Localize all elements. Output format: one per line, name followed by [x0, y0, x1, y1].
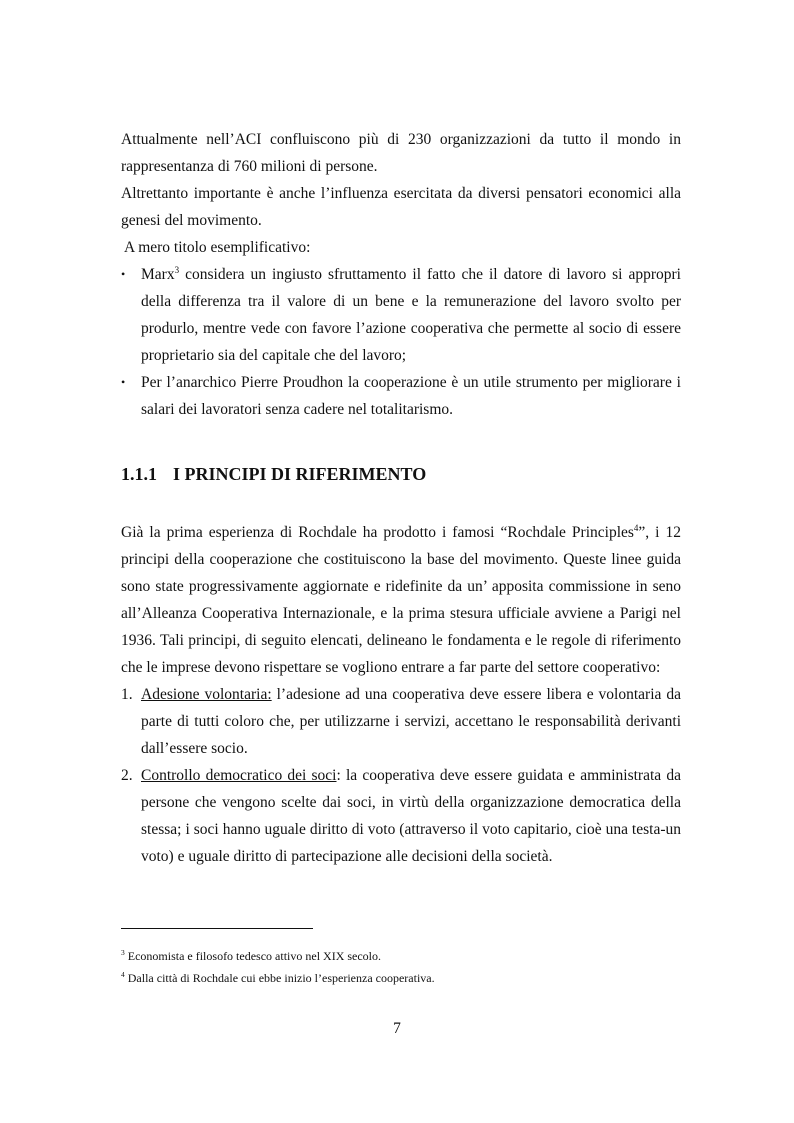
thinkers-bullet-list [121, 261, 681, 423]
footnote-ref: 4 [633, 523, 639, 533]
bullet-text: considera un ingiusto sfruttamento il fatto che il datore di lavoro si appropri della differenza tra il valore di un bene e la remunerazione del lavoro svolto per produrlo, mentre vede con favore l’azione cooperativa che permette al socio di essere proprietario sia del capitale che del lavoro; [141, 266, 681, 364]
principle-number: 1. [121, 686, 133, 703]
principle-text: l’adesione ad una cooperativa deve essere libera e volontaria da parte di tutti coloro che, per utilizzarne i servizi, accettano le responsabilità derivanti dall’essere socio. [141, 686, 681, 757]
footnote-number: 4 [121, 970, 125, 979]
section-title: I PRINCIPI DI RIFERIMENTO [173, 464, 427, 484]
footnote-text: Economista e filosofo tedesco attivo nel XIX secolo. [124, 949, 382, 963]
list-item [121, 369, 681, 423]
bullet-marker: • [121, 375, 126, 389]
intro-paragraph-3: A mero titolo esemplificativo: [124, 239, 311, 256]
list-item [121, 681, 681, 762]
section-paragraph [121, 519, 681, 681]
bullet-lead: Marx [141, 266, 175, 283]
page-body [121, 126, 681, 870]
footnotes [121, 945, 681, 989]
footnote [121, 945, 681, 967]
section-number: 1.1.1 [121, 464, 157, 484]
footnote-number: 3 [121, 948, 125, 957]
bullet-marker: • [121, 267, 126, 281]
list-item [121, 261, 681, 369]
section-heading [121, 459, 681, 489]
list-item [121, 762, 681, 870]
footnote-divider [121, 928, 313, 929]
section-text-after: ”, i 12 principi della cooperazione che costituiscono la base del movimento. Queste linee guida sono state progressivamente aggiornate e ridefinite da un’ apposita commissione in seno all’Alleanza Cooperativa Internazionale, e la prima stesura ufficiale avviene a Parigi nel 1936. Tali principi, di seguito elencati, delineano le fondamenta e le regole di riferimento che le imprese devono rispettare se vogliono entrare a far parte del settore cooperativo: [121, 524, 681, 676]
principle-term: Adesione volontaria: [141, 686, 272, 703]
section-text-before: Già la prima esperienza di Rochdale ha prodotto i famosi “Rochdale Principles [121, 524, 634, 541]
bullet-text: Per l’anarchico Pierre Proudhon la cooperazione è un utile strumento per migliorare i salari dei lavoratori senza cadere nel totalitarismo. [141, 374, 681, 418]
footnote [121, 967, 681, 989]
principle-number: 2. [121, 767, 133, 784]
principle-text: : la cooperativa deve essere guidata e amministrata da persone che vengono scelte dai soci, in virtù della organizzazione democratica della stessa; i soci hanno uguale diritto di voto (attraverso il voto capitario, cioè una testa-un voto) e uguale diritto di partecipazione alle decisioni della società. [141, 767, 681, 865]
intro-paragraph-2: Altrettanto importante è anche l’influenza esercitata da diversi pensatori economici alla genesi del movimento. [121, 185, 681, 229]
footnote-ref: 3 [174, 265, 180, 275]
page-number: 7 [393, 1020, 401, 1037]
footnote-text: Dalla città di Rochdale cui ebbe inizio l’esperienza cooperativa. [124, 971, 435, 985]
principle-term: Controllo democratico dei soci [141, 767, 337, 784]
intro-paragraph-1: Attualmente nell’ACI confluiscono più di 230 organizzazioni da tutto il mondo in rappresentanza di 760 milioni di persone. [121, 131, 681, 175]
principles-list [121, 681, 681, 870]
